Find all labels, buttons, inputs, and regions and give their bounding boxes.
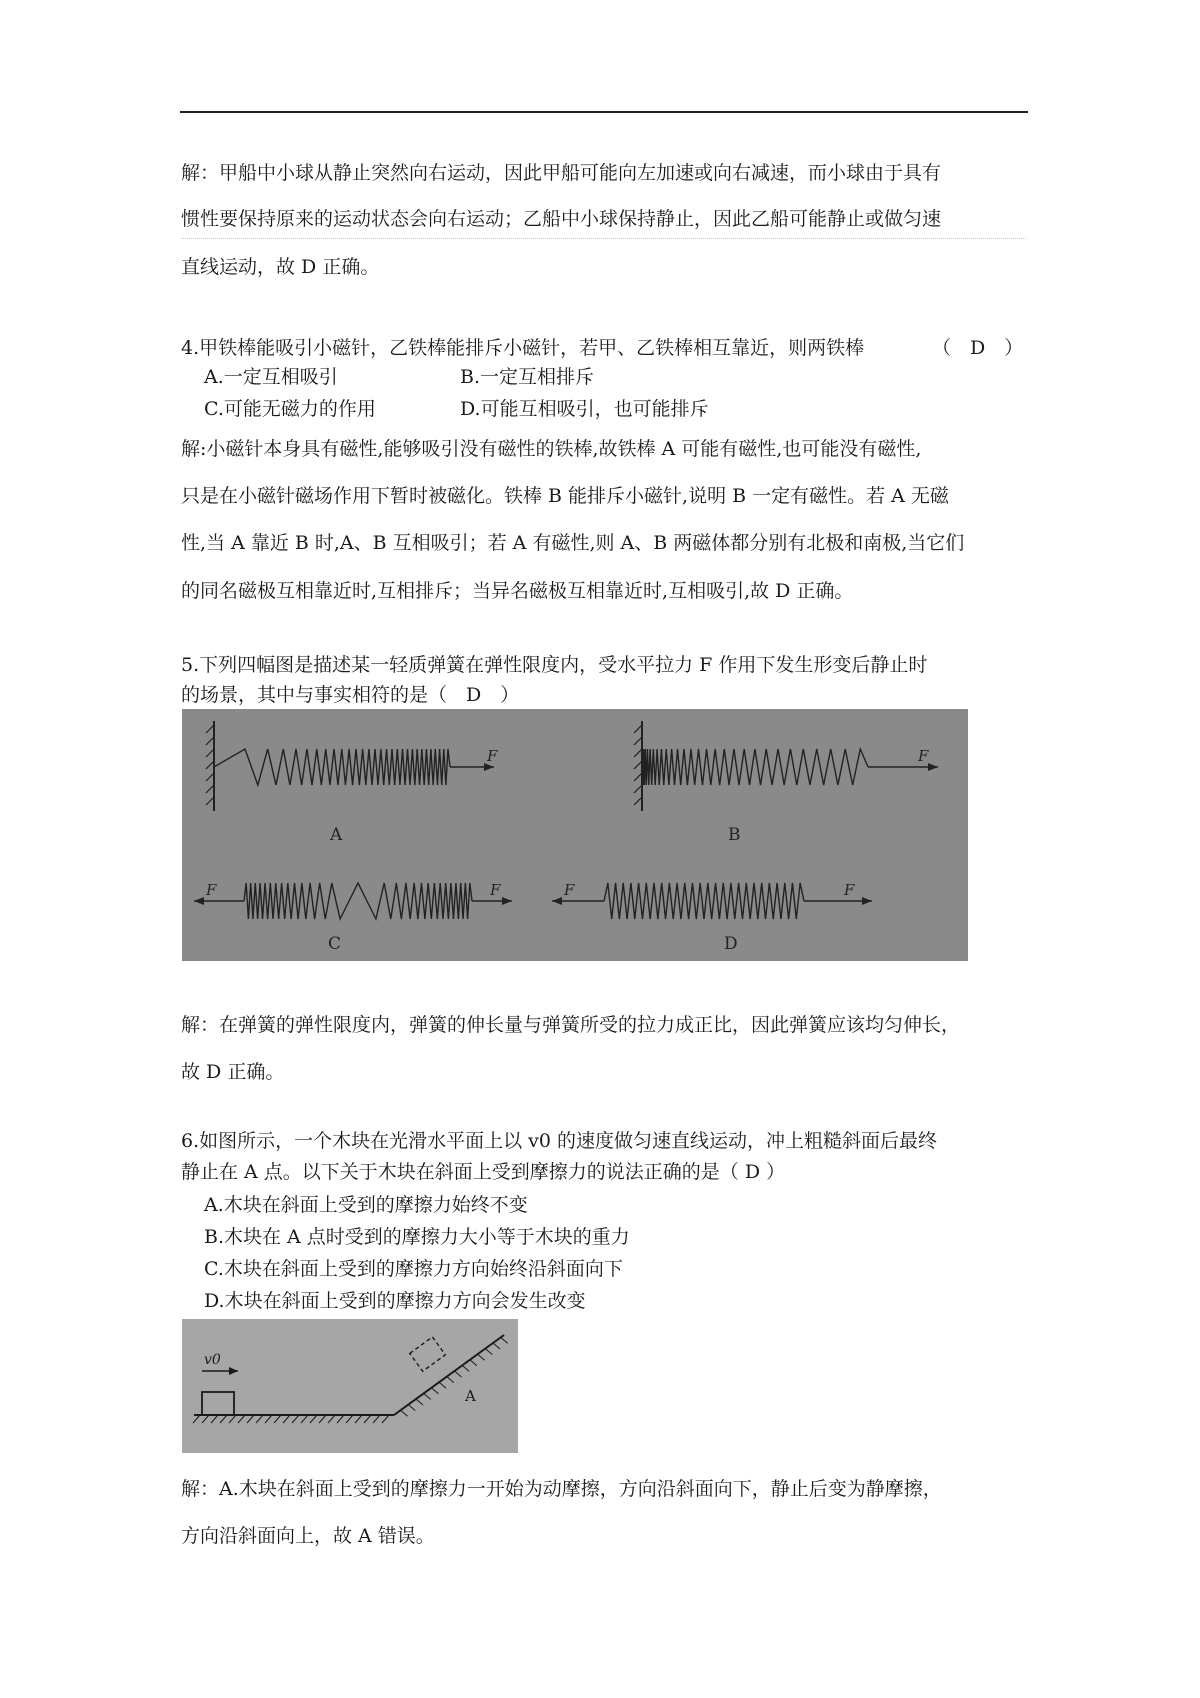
spring-d-right-force-label: F	[844, 881, 855, 899]
q4-answer: （ D ）	[932, 337, 1024, 359]
q6-option-d: D.木块在斜面上受到的摩擦力方向会发生改变	[204, 1290, 586, 1312]
q6-option-c: C.木块在斜面上受到的摩擦力方向始终沿斜面向下	[204, 1258, 623, 1280]
q5-stem-line1: 5.下列四幅图是描述某一轻质弹簧在弹性限度内，受水平拉力 F 作用下发生形变后静止时	[181, 654, 928, 676]
q4-option-a: A.一定互相吸引	[204, 366, 338, 388]
q6-sol-line2: 方向沿斜面向上，故 A 错误。	[181, 1525, 435, 1547]
velocity-label: v0	[204, 1352, 221, 1368]
q6-option-a: A.木块在斜面上受到的摩擦力始终不变	[204, 1194, 528, 1216]
sol3-line3: 直线运动，故 D 正确。	[181, 256, 380, 278]
q4-stem: 4.甲铁棒能吸引小磁针，乙铁棒能排斥小磁针，若甲、乙铁棒相互靠近，则两铁棒	[181, 337, 865, 359]
q4-option-c: C.可能无磁力的作用	[204, 398, 376, 420]
q4-option-b: B.一定互相排斥	[460, 366, 595, 388]
q4-sol-line3: 性,当 A 靠近 B 时,A、B 互相吸引；若 A 有磁性,则 A、B 两磁体都分别有北极和南极,当它们	[181, 532, 965, 554]
spring-figure-background	[182, 709, 968, 961]
spring-a-force-label: F	[487, 747, 498, 765]
sol3-line2: 惯性要保持原来的运动状态会向右运动；乙船中小球保持静止，因此乙船可能静止或做匀速	[181, 208, 942, 230]
spring-d-label: D	[724, 934, 738, 954]
q4-sol-line4: 的同名磁极互相靠近时,互相排斥；当异名磁极互相靠近时,互相吸引,故 D 正确。	[181, 580, 854, 602]
spring-b-label: B	[728, 825, 741, 845]
spring-c-left-force-label: F	[206, 881, 217, 899]
q6-stem-line1: 6.如图所示，一个木块在光滑水平面上以 v0 的速度做匀速直线运动，冲上粗糙斜面后最终	[181, 1130, 938, 1152]
incline-figure-background	[182, 1319, 518, 1453]
q4-sol-line1: 解:小磁针本身具有磁性,能够吸引没有磁性的铁棒,故铁棒 A 可能有磁性,也可能没有磁性,	[181, 438, 922, 460]
spring-b-force-label: F	[918, 747, 929, 765]
q6-option-b: B.木块在 A 点时受到的摩擦力大小等于木块的重力	[204, 1226, 630, 1248]
q4-sol-line2: 只是在小磁针磁场作用下暂时被磁化。铁棒 B 能排斥小磁针,说明 B 一定有磁性。若 A 无磁	[181, 485, 949, 507]
spring-figure	[182, 709, 968, 961]
point-a-label: A	[465, 1387, 476, 1405]
q5-sol-line2: 故 D 正确。	[181, 1061, 285, 1083]
spring-c-label: C	[328, 934, 342, 954]
q6-stem-line2: 静止在 A 点。以下关于木块在斜面上受到摩擦力的说法正确的是（ D ）	[181, 1161, 786, 1183]
q6-sol-line1: 解：A.木块在斜面上受到的摩擦力一开始为动摩擦，方向沿斜面向下，静止后变为静摩擦，	[181, 1478, 942, 1500]
header-rule	[180, 111, 1028, 113]
q5-sol-line1: 解：在弹簧的弹性限度内，弹簧的伸长量与弹簧所受的拉力成正比，因此弹簧应该均匀伸长，	[181, 1014, 961, 1036]
sol3-line1: 解：甲船中小球从静止突然向右运动，因此甲船可能向左加速或向右减速，而小球由于具有	[181, 162, 942, 184]
incline-figure	[182, 1319, 518, 1453]
q5-stem-line2: 的场景，其中与事实相符的是（ D ）	[181, 684, 520, 706]
spring-a-label: A	[330, 825, 343, 845]
q4-option-d: D.可能互相吸引，也可能排斥	[460, 398, 709, 420]
dotted-divider	[181, 238, 1026, 239]
spring-d-left-force-label: F	[564, 881, 575, 899]
spring-c-right-force-label: F	[490, 881, 501, 899]
